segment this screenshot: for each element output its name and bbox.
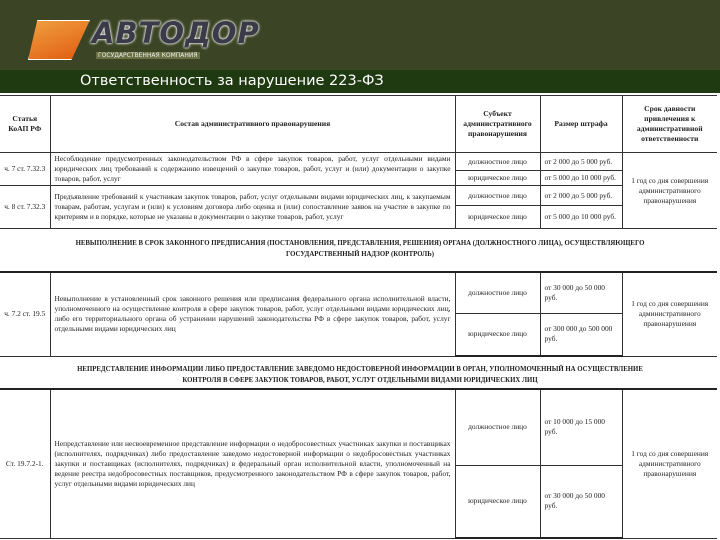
fines-table-3 — [0, 388, 717, 539]
section-heading: НЕПРЕДСТАВЛЕНИЕ ИНФОРМАЦИИ ЛИБО ПРЕДОСТАВЛЕНИЕ ЗАВЕДОМО НЕДОСТОВЕРНОЙ ИНФОРМАЦИИ В ОРГАН, УПОЛНОМОЧЕННЫЙ НА ОСУЩЕСТВЛЕНИЕ КОНТРОЛЯ В СФЕРЕ ЗАКУПОК ТОВАРОВ, РАБОТ, УСЛУГ ОТДЕЛЬНЫМИ ВИДАМИ ЮРИДИЧЕСКИХ ЛИЦ — [77, 366, 643, 384]
table-row — [0, 186, 717, 206]
article: ч. 7.2 ст. 19.5 — [0, 272, 50, 356]
col-article: Статья КоАП РФ — [0, 96, 50, 153]
fines-table-2 — [0, 271, 717, 357]
table-row — [0, 272, 717, 313]
table-row — [0, 389, 717, 465]
subject: юридическое лицо — [455, 465, 540, 538]
subject: юридическое лицо — [455, 313, 540, 356]
description: Непредставление или несвоевременное представление информации о недобросовестных участниках закупки и поставщиках (исполнителях, подрядчиках) либо предоставление заведомо недостоверной информации о недобросовестных участниках закупки и поставщиках (исполнителях, подрядчиках) в федеральный орган исполнительной власти, уполномоченный на ведение реестра недобросовестных поставщиков, предусмотренного законодательством РФ в сфере закупок товаров, работ, услуг отдельными видами юридических лиц — [50, 389, 455, 538]
limitation: 1 год со дня совершения административного правонарушения — [622, 389, 717, 538]
table-row — [0, 153, 717, 171]
fine-amount: от 2 000 до 5 000 руб. — [540, 186, 622, 206]
subject: должностное лицо — [455, 272, 540, 313]
fines-table-1 — [0, 95, 717, 229]
description: Предъявление требований к участникам закупок товаров, работ, услуг отдельными видами юридических лиц, к закупаемым товарам, работам, услугам и (или) к условиям договора либо оценка и (или) сопоставление заявок на участие в закупке по критериям и в порядке, которые не указаны в документации о закупке товаров, работ, услуг — [50, 186, 455, 229]
logo-subtext: ГОСУДАРСТВЕННАЯ КОМПАНИЯ — [98, 52, 198, 59]
fine-amount: от 30 000 до 50 000 руб. — [540, 272, 622, 313]
fine-amount: от 10 000 до 15 000 руб. — [540, 389, 622, 465]
description: Несоблюдение предусмотренных законодательством РФ в сфере закупок товаров, работ, услуг отдельными видами юридических лиц требований к содержанию извещений о закупке товаров, работ, услуг и (или) документации о закупке товаров, работ, услуг — [50, 153, 455, 186]
col-subject: Субъект административного правонарушения — [455, 96, 540, 153]
col-fine: Размер штрафа — [540, 96, 622, 153]
fine-amount: от 300 000 до 500 000 руб. — [540, 313, 622, 356]
logo-wordmark: АВТОДОР — [92, 16, 260, 50]
limitation: 1 год со дня совершения административного правонарушения — [622, 272, 717, 356]
col-description: Состав административного правонарушения — [50, 96, 455, 153]
article: ч. 8 ст. 7.32.3 — [0, 186, 50, 229]
subject: должностное лицо — [455, 153, 540, 171]
fine-amount: от 5 000 до 10 000 руб. — [540, 171, 622, 186]
avtodor-logo — [28, 14, 273, 64]
table-header-row — [0, 96, 717, 153]
subject: должностное лицо — [455, 389, 540, 465]
col-limitation: Срок давности привлечения к административной ответственности — [622, 96, 717, 153]
subject: должностное лицо — [455, 186, 540, 206]
article: ч. 7 ст. 7.32.3 — [0, 153, 50, 186]
subject: юридическое лицо — [455, 206, 540, 229]
subject: юридическое лицо — [455, 171, 540, 186]
slide-title: Ответственность за нарушение 223-ФЗ — [80, 73, 384, 89]
fine-amount: от 5 000 до 10 000 руб. — [540, 206, 622, 229]
article: Ст. 19.7.2-1. — [0, 389, 50, 538]
logo-mark-icon — [28, 20, 90, 60]
limitation: 1 год со дня совершения административного правонарушения — [622, 153, 717, 229]
fine-amount: от 30 000 до 50 000 руб. — [540, 465, 622, 538]
description: Невыполнение в установленный срок законного решения или предписания федерального органа исполнительной власти, уполномоченного на осуществление контроля в сфере закупок товаров, работ, услуг отдельными видами юридических лиц, либо его территориального органа об устранении нарушений законодательства РФ в сфере закупок товаров, работ, услуг отдельными видами юридических лиц — [50, 272, 455, 356]
fine-amount: от 2 000 до 5 000 руб. — [540, 153, 622, 171]
section-heading: НЕВЫПОЛНЕНИЕ В СРОК ЗАКОННОГО ПРЕДПИСАНИЯ (ПОСТАНОВЛЕНИЯ, ПРЕДСТАВЛЕНИЯ, РЕШЕНИЯ) ОРГАНА (ДОЛЖНОСТНОГО ЛИЦА), ОСУЩЕСТВЛЯЮЩЕГО ГОСУДАРСТВЕННЫЙ НАДЗОР (КОНТРОЛЬ) — [75, 240, 645, 258]
